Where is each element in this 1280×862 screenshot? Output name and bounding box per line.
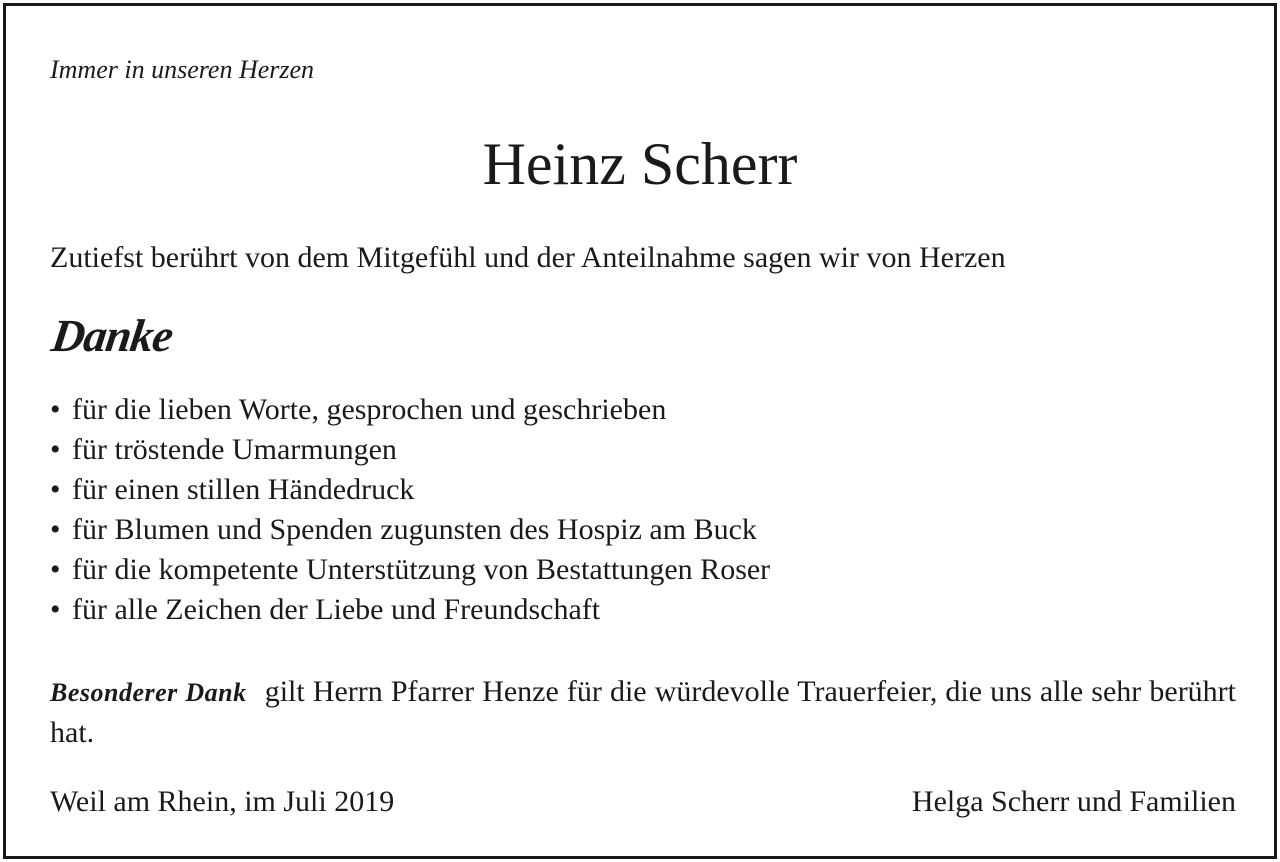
- bullet-icon: •: [50, 553, 61, 586]
- list-item: [50, 510, 770, 550]
- bullet-icon: •: [50, 513, 61, 546]
- deceased-name: Heinz Scherr: [482, 131, 798, 197]
- list-item: [50, 390, 770, 430]
- list-item-text: für die lieben Worte, gesprochen und geschrieben: [72, 393, 667, 426]
- notice-frame: [3, 3, 1277, 859]
- bullet-icon: •: [50, 473, 61, 506]
- special-thanks-label: Besonderer Dank: [50, 678, 247, 707]
- list-item: [50, 590, 770, 630]
- list-item-text: für die kompetente Unterstützung von Bestattungen Roser: [72, 553, 771, 586]
- thanks-heading: Danke: [48, 310, 176, 361]
- bullet-icon: •: [50, 433, 61, 466]
- intro-text: Zutiefst berührt von dem Mitgefühl und der Anteilnahme sagen wir von Herzen: [50, 241, 1006, 274]
- bullet-icon: •: [50, 593, 61, 626]
- list-item: [50, 550, 770, 590]
- motto: Immer in unseren Herzen: [50, 55, 315, 84]
- special-thanks: [50, 672, 1236, 753]
- list-item-text: für tröstende Umarmungen: [72, 433, 397, 466]
- thanks-list: [50, 390, 770, 630]
- list-item-text: für Blumen und Spenden zugunsten des Hospiz am Buck: [72, 513, 757, 546]
- list-item: [50, 430, 770, 470]
- list-item-text: für alle Zeichen der Liebe und Freundschaft: [72, 593, 601, 626]
- list-item: [50, 470, 770, 510]
- bullet-icon: •: [50, 393, 61, 426]
- signature: Helga Scherr und Familien: [911, 785, 1236, 818]
- special-thanks-text: gilt Herrn Pfarrer Henze für die würdevolle Trauerfeier, die uns alle sehr berührt hat.: [50, 675, 1237, 749]
- place-date: Weil am Rhein, im Juli 2019: [50, 785, 395, 818]
- list-item-text: für einen stillen Händedruck: [72, 473, 415, 506]
